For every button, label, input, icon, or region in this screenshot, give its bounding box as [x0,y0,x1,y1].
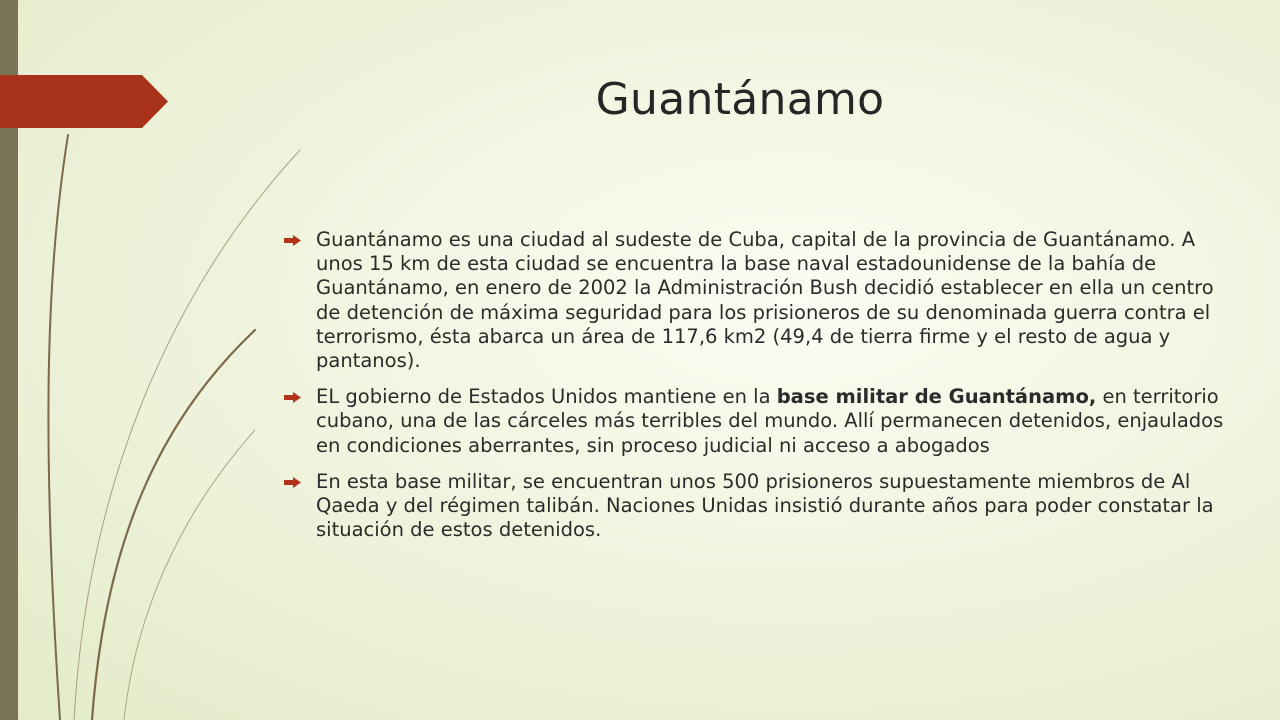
bullet-text-before: EL gobierno de Estados Unidos mantiene en la [316,385,777,409]
bullet-text: En esta base militar, se encuentran unos 500 prisioneros supuestamente miembros de Al Qaeda y del régimen talibán. Naciones Unidas insistió durante años para poder constatar la situación de estos detenidos. [316,469,1214,542]
slide-title: Guantánamo [595,74,885,125]
decor-curve-1 [48,135,68,720]
arrow-bullet-icon [284,470,304,494]
decor-curve-3 [74,150,300,720]
arrow-bullet-icon [284,228,304,252]
decor-curve-2 [92,330,255,720]
list-item [284,385,1224,458]
decor-curve-4 [124,430,255,720]
bullet-text-after: en territorio cubano, una de las cárceles más terribles del mundo. Allí permanecen detenidos, enjaulados en condiciones aberrantes, sin proceso judicial ni acceso a abogados [316,385,1224,457]
bullet-text: Guantánamo es una ciudad al sudeste de Cuba, capital de la provincia de Guantánamo. A unos 15 km de esta ciudad se encuentra la base naval estadounidense de la bahía de Guantánamo, en enero de 2002 la Administración Bush decidió establecer en ella un centro de detención de máxima seguridad para los prisioneros de su denominada guerra contra el terrorismo, ésta abarca un área de 117,6 km2 (49,4 de tierra firme y el resto de agua y pantanos). [316,228,1214,373]
bullet-list [284,228,1224,554]
list-item [284,470,1224,543]
bullet-text-bold: base militar de Guantánamo, [776,385,1097,409]
arrow-bullet-icon [284,385,304,409]
list-item [284,228,1224,373]
